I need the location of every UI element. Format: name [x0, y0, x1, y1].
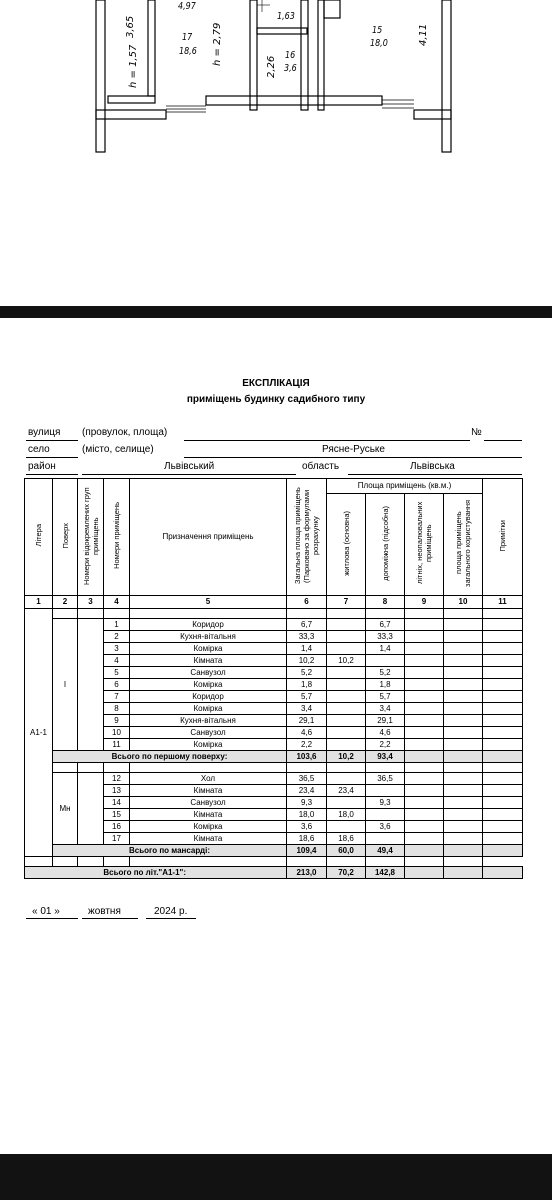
empty-cell — [366, 763, 405, 773]
empty-cell — [483, 715, 523, 727]
total-area-cell: 36,5 — [287, 773, 327, 785]
empty-cell — [78, 857, 104, 867]
living-area-cell — [327, 667, 366, 679]
floor-plan — [0, 0, 552, 160]
column-numbers-row — [25, 596, 523, 609]
village-label-underline — [26, 457, 78, 458]
date-day-line — [26, 918, 78, 919]
empty-cell — [444, 821, 483, 833]
column-number: 10 — [444, 596, 483, 609]
living-area-cell — [327, 619, 366, 631]
aux-area-cell: 6,7 — [366, 619, 405, 631]
empty-cell — [287, 609, 327, 619]
room-number-cell: 7 — [104, 691, 130, 703]
empty-cell — [405, 845, 444, 857]
room-purpose-cell: Санвузол — [130, 797, 287, 809]
room-number-cell: 14 — [104, 797, 130, 809]
room-number-cell: 3 — [104, 643, 130, 655]
room-purpose-cell: Кухня-вітальня — [130, 715, 287, 727]
room-purpose-cell: Комірка — [130, 643, 287, 655]
empty-cell — [444, 703, 483, 715]
empty-cell — [405, 655, 444, 667]
empty-cell — [444, 833, 483, 845]
date-year-line — [146, 918, 196, 919]
total-area-cell: 23,4 — [287, 785, 327, 797]
aux-area-cell — [366, 785, 405, 797]
grand-total-label: Всього по літ."А1-1": — [25, 867, 287, 879]
empty-cell — [366, 609, 405, 619]
room-purpose-cell: Кімната — [130, 785, 287, 797]
room16-number: 16 — [285, 50, 296, 61]
aux-area-cell: 5,2 — [366, 667, 405, 679]
plan-right-dim: 4,11 — [418, 23, 429, 46]
table-row — [25, 773, 523, 785]
room16-area: 3,6 — [284, 63, 297, 74]
district-value-line — [82, 474, 296, 475]
empty-cell — [405, 703, 444, 715]
empty-cell — [130, 857, 287, 867]
empty-cell — [483, 867, 523, 879]
column-number: 8 — [366, 596, 405, 609]
bottom-separator — [0, 1154, 552, 1200]
room-purpose-cell: Санвузол — [130, 727, 287, 739]
date-year: 2024 р. — [154, 906, 188, 917]
empty-cell — [327, 857, 366, 867]
header-floor: Поверх — [53, 479, 78, 596]
district-value: Львівський — [164, 461, 215, 472]
region-value: Львівська — [410, 461, 455, 472]
empty-cell — [130, 609, 287, 619]
empty-cell — [444, 655, 483, 667]
empty-cell — [405, 785, 444, 797]
left-height: h = 1,57 — [128, 44, 139, 88]
room17-area: 18,6 — [179, 46, 197, 57]
empty-cell — [405, 809, 444, 821]
aux-area-cell: 3,6 — [366, 821, 405, 833]
room-number-cell: 16 — [104, 821, 130, 833]
room16-dim-top: 1,63 — [277, 11, 295, 22]
group-cell — [78, 773, 104, 845]
empty-cell — [287, 763, 327, 773]
room17-height: h = 2,79 — [212, 22, 223, 66]
column-number: 7 — [327, 596, 366, 609]
empty-cell — [405, 833, 444, 845]
empty-cell — [405, 867, 444, 879]
column-number: 4 — [104, 596, 130, 609]
header-summer: літніх, неопалювальних приміщень — [405, 494, 444, 596]
litera-cell: А1-1 — [25, 609, 53, 857]
table-row — [25, 619, 523, 631]
floor-cell: І — [53, 619, 78, 751]
empty-cell — [444, 845, 483, 857]
top-separator — [0, 306, 552, 318]
empty-cell — [483, 631, 523, 643]
room-purpose-cell: Кімната — [130, 809, 287, 821]
empty-cell — [444, 727, 483, 739]
aux-area-cell — [366, 833, 405, 845]
room16-dim-side: 2,26 — [266, 55, 277, 78]
street-label-underline — [26, 440, 78, 441]
empty-cell — [483, 785, 523, 797]
living-area-cell — [327, 679, 366, 691]
empty-cell — [444, 751, 483, 763]
room-purpose-cell: Комірка — [130, 703, 287, 715]
empty-cell — [405, 773, 444, 785]
living-area-cell — [327, 631, 366, 643]
empty-cell — [483, 739, 523, 751]
empty-cell — [444, 619, 483, 631]
total-area-cell: 18,6 — [287, 833, 327, 845]
empty-cell — [104, 763, 130, 773]
room-number-cell: 17 — [104, 833, 130, 845]
aux-area-cell: 2,2 — [366, 739, 405, 751]
subtotal-living: 60,0 — [327, 845, 366, 857]
room-number-cell: 10 — [104, 727, 130, 739]
empty-cell — [483, 751, 523, 763]
date-month: жовтня — [88, 906, 121, 917]
empty-cell — [483, 797, 523, 809]
empty-cell — [444, 643, 483, 655]
empty-cell — [405, 619, 444, 631]
room-number-cell: 9 — [104, 715, 130, 727]
empty-cell — [483, 691, 523, 703]
empty-cell — [405, 667, 444, 679]
living-area-cell — [327, 821, 366, 833]
living-area-cell — [327, 643, 366, 655]
column-number: 3 — [78, 596, 104, 609]
empty-cell — [287, 857, 327, 867]
room-purpose-cell: Кімната — [130, 833, 287, 845]
living-area-cell — [327, 715, 366, 727]
empty-cell — [405, 631, 444, 643]
total-area-cell: 29,1 — [287, 715, 327, 727]
subtotal-row — [25, 867, 523, 879]
living-area-cell: 10,2 — [327, 655, 366, 667]
aux-area-cell: 33,3 — [366, 631, 405, 643]
room-number-cell: 2 — [104, 631, 130, 643]
header-common: площа приміщень загального користування — [444, 494, 483, 596]
empty-cell — [130, 763, 287, 773]
room17-number: 17 — [182, 32, 193, 43]
aux-area-cell: 3,4 — [366, 703, 405, 715]
empty-cell — [483, 773, 523, 785]
total-area-cell: 18,0 — [287, 809, 327, 821]
subtotal-row — [25, 751, 523, 763]
subtotal-total: 103,6 — [287, 751, 327, 763]
room-purpose-cell: Комірка — [130, 739, 287, 751]
explication-document — [0, 318, 552, 1154]
column-number: 6 — [287, 596, 327, 609]
header-litera: Літера — [25, 479, 53, 596]
document-subtitle: приміщень будинку садибного типу — [186, 394, 366, 405]
total-area-cell: 3,4 — [287, 703, 327, 715]
aux-area-cell: 36,5 — [366, 773, 405, 785]
empty-cell — [444, 785, 483, 797]
header-notes: Примітки — [483, 479, 523, 596]
room-purpose-cell: Кімната — [130, 655, 287, 667]
empty-cell — [78, 763, 104, 773]
column-number: 2 — [53, 596, 78, 609]
empty-cell — [405, 643, 444, 655]
number-label: № — [471, 427, 482, 438]
document-title: ЕКСПЛІКАЦІЯ — [242, 378, 310, 389]
room-purpose-cell: Комірка — [130, 679, 287, 691]
region-label: область — [302, 461, 340, 472]
empty-cell — [483, 609, 523, 619]
empty-cell — [444, 809, 483, 821]
column-number: 9 — [405, 596, 444, 609]
empty-cell — [483, 809, 523, 821]
room-number-cell: 8 — [104, 703, 130, 715]
aux-area-cell: 4,6 — [366, 727, 405, 739]
empty-cell — [483, 619, 523, 631]
street-value-line — [184, 440, 470, 441]
empty-cell — [405, 727, 444, 739]
empty-cell — [444, 715, 483, 727]
subtotal-label: Всього по мансарді: — [53, 845, 287, 857]
empty-cell — [483, 679, 523, 691]
empty-cell — [444, 667, 483, 679]
column-number: 11 — [483, 596, 523, 609]
living-area-cell: 23,4 — [327, 785, 366, 797]
village-hint: (місто, селище) — [82, 444, 154, 455]
aux-area-cell: 1,8 — [366, 679, 405, 691]
empty-cell — [25, 857, 53, 867]
district-label: район — [28, 461, 56, 472]
empty-cell — [405, 679, 444, 691]
empty-cell — [483, 763, 523, 773]
empty-cell — [444, 691, 483, 703]
empty-cell — [53, 857, 78, 867]
empty-cell — [483, 845, 523, 857]
aux-area-cell — [366, 655, 405, 667]
empty-cell — [104, 609, 130, 619]
total-area-cell: 1,8 — [287, 679, 327, 691]
aux-area-cell: 29,1 — [366, 715, 405, 727]
total-area-cell: 33,3 — [287, 631, 327, 643]
empty-cell — [405, 715, 444, 727]
blank-row — [25, 857, 523, 867]
empty-cell — [366, 857, 405, 867]
aux-area-cell — [366, 809, 405, 821]
empty-cell — [444, 763, 483, 773]
empty-cell — [444, 679, 483, 691]
room-number-cell: 15 — [104, 809, 130, 821]
room-purpose-cell: Хол — [130, 773, 287, 785]
living-area-cell — [327, 773, 366, 785]
date-day: « 01 » — [32, 906, 60, 917]
room15-number: 15 — [372, 25, 383, 36]
room-number-cell: 6 — [104, 679, 130, 691]
room15-area: 18,0 — [370, 38, 388, 49]
total-area-cell: 10,2 — [287, 655, 327, 667]
empty-cell — [444, 609, 483, 619]
empty-cell — [53, 763, 78, 773]
empty-cell — [444, 857, 483, 867]
aux-area-cell: 9,3 — [366, 797, 405, 809]
empty-cell — [483, 643, 523, 655]
room-purpose-cell: Комірка — [130, 821, 287, 833]
group-cell — [78, 619, 104, 751]
aux-area-cell: 5,7 — [366, 691, 405, 703]
room-number-cell: 11 — [104, 739, 130, 751]
empty-cell — [405, 763, 444, 773]
total-area-cell: 5,2 — [287, 667, 327, 679]
header-group-numbers: Номери відокремлених груп приміщень — [78, 479, 104, 596]
blank-row — [25, 609, 523, 619]
street-hint: (провулок, площа) — [82, 427, 168, 438]
room-purpose-cell: Коридор — [130, 691, 287, 703]
explication-body — [25, 609, 523, 879]
empty-cell — [483, 727, 523, 739]
total-area-cell: 6,7 — [287, 619, 327, 631]
aux-area-cell: 1,4 — [366, 643, 405, 655]
subtotal-aux: 49,4 — [366, 845, 405, 857]
header-area-group: Площа приміщень (кв.м.) — [327, 479, 483, 494]
empty-cell — [327, 609, 366, 619]
village-value: Рясне-Руське — [322, 444, 385, 455]
empty-cell — [483, 821, 523, 833]
number-value-line — [484, 440, 522, 441]
total-area-cell: 5,7 — [287, 691, 327, 703]
total-area-cell: 1,4 — [287, 643, 327, 655]
plan-side-dim: 3,65 — [125, 15, 136, 38]
floor-plan-drawing — [0, 0, 552, 160]
subtotal-label: Всього по першому поверху: — [53, 751, 287, 763]
empty-cell — [483, 655, 523, 667]
village-value-line — [184, 457, 522, 458]
living-area-cell — [327, 797, 366, 809]
floor-cell: Мн — [53, 773, 78, 845]
empty-cell — [483, 667, 523, 679]
empty-cell — [483, 833, 523, 845]
header-room-numbers: Номери приміщень — [104, 479, 130, 596]
living-area-cell — [327, 727, 366, 739]
header-living: житлова (основна) — [327, 494, 366, 596]
room-purpose-cell: Кухня-вітальня — [130, 631, 287, 643]
empty-cell — [104, 857, 130, 867]
subtotal-aux: 93,4 — [366, 751, 405, 763]
street-label: вулиця — [28, 427, 61, 438]
empty-cell — [405, 857, 444, 867]
living-area-cell: 18,0 — [327, 809, 366, 821]
header-purpose: Призначення приміщень — [130, 479, 287, 596]
date-month-line — [82, 918, 138, 919]
column-number: 5 — [130, 596, 287, 609]
room-purpose-cell: Санвузол — [130, 667, 287, 679]
total-area-cell: 9,3 — [287, 797, 327, 809]
empty-cell — [444, 631, 483, 643]
living-area-cell — [327, 691, 366, 703]
living-area-cell: 18,6 — [327, 833, 366, 845]
subtotal-total: 109,4 — [287, 845, 327, 857]
room-number-cell: 5 — [104, 667, 130, 679]
explication-table — [24, 478, 523, 879]
room-number-cell: 12 — [104, 773, 130, 785]
subtotal-row — [25, 845, 523, 857]
room-number-cell: 1 — [104, 619, 130, 631]
empty-cell — [405, 821, 444, 833]
living-area-cell — [327, 739, 366, 751]
empty-cell — [53, 609, 78, 619]
plan-top-dim: 4,97 — [178, 1, 196, 12]
empty-cell — [405, 609, 444, 619]
total-area-cell: 3,6 — [287, 821, 327, 833]
subtotal-living: 70,2 — [327, 867, 366, 879]
empty-cell — [444, 797, 483, 809]
empty-cell — [327, 763, 366, 773]
empty-cell — [405, 739, 444, 751]
subtotal-total: 213,0 — [287, 867, 327, 879]
total-area-cell: 2,2 — [287, 739, 327, 751]
living-area-cell — [327, 703, 366, 715]
empty-cell — [405, 751, 444, 763]
room-number-cell: 4 — [104, 655, 130, 667]
region-value-line — [348, 474, 522, 475]
header-auxiliary: допоміжна (підсобна) — [366, 494, 405, 596]
room-number-cell: 13 — [104, 785, 130, 797]
subtotal-living: 10,2 — [327, 751, 366, 763]
subtotal-aux: 142,8 — [366, 867, 405, 879]
empty-cell — [405, 797, 444, 809]
empty-cell — [444, 739, 483, 751]
district-label-underline — [26, 474, 78, 475]
empty-cell — [483, 703, 523, 715]
blank-row — [25, 763, 523, 773]
empty-cell — [444, 773, 483, 785]
total-area-cell: 4,6 — [287, 727, 327, 739]
header-total-area: Загальна площа приміщень (Парковано за формулами розрахунку — [287, 479, 327, 596]
column-number: 1 — [25, 596, 53, 609]
empty-cell — [405, 691, 444, 703]
empty-cell — [78, 609, 104, 619]
room-purpose-cell: Коридор — [130, 619, 287, 631]
empty-cell — [444, 867, 483, 879]
village-label: село — [28, 444, 50, 455]
